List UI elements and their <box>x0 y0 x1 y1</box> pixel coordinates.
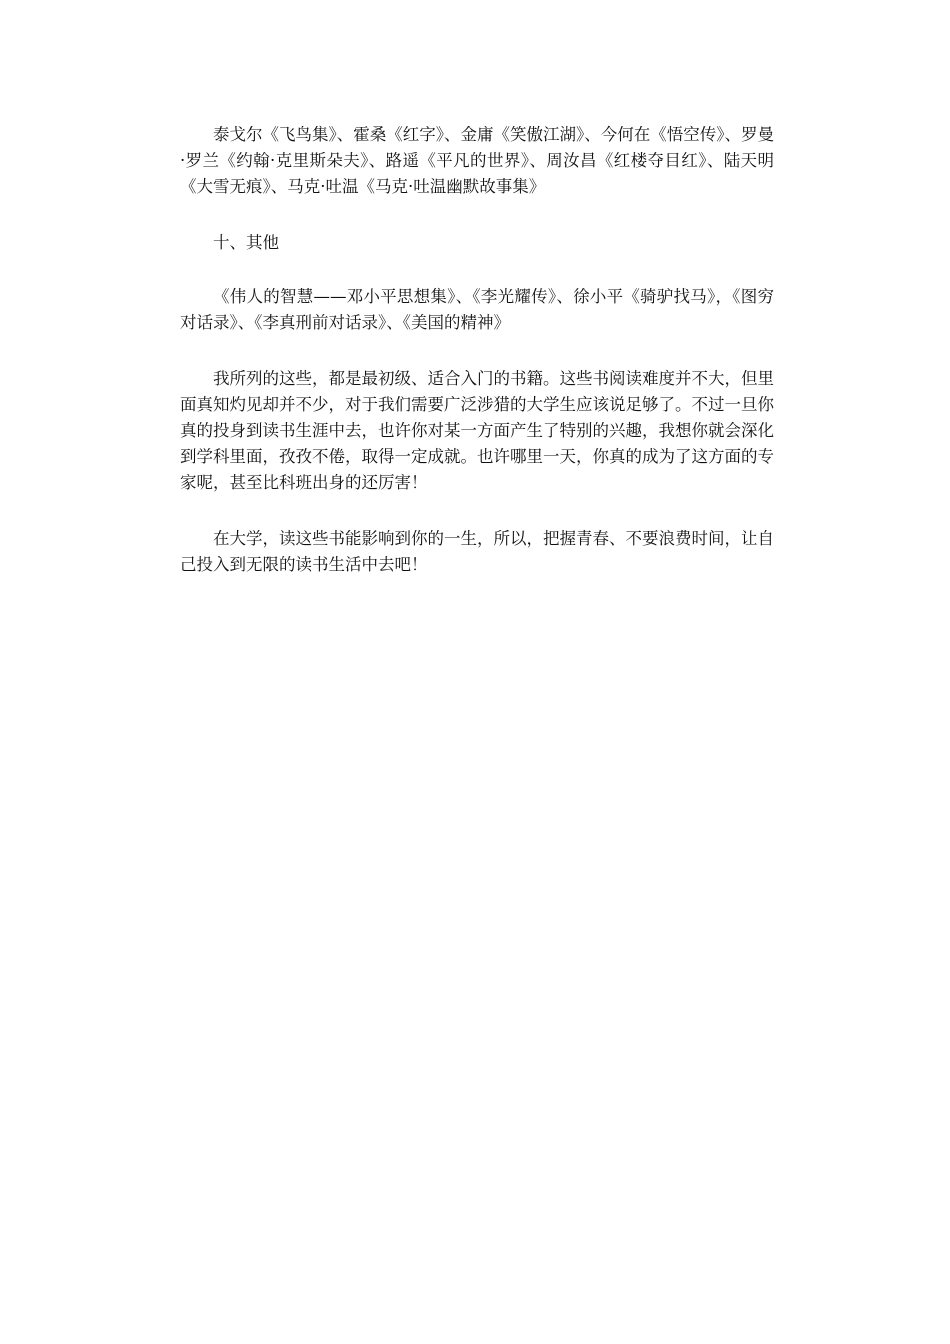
paragraph-conclusion: 在大学，读这些书能影响到你的一生，所以，把握青春、不要浪费时间，让自己投入到无限的读书生活中去吧！ <box>180 529 774 574</box>
document-body <box>180 122 774 608</box>
section-heading-other: 十、其他 <box>213 233 279 252</box>
paragraph-commentary: 我所列的这些，都是最初级、适合入门的书籍。这些书阅读难度并不大，但里面真知灼见却并不少，对于我们需要广泛涉猎的大学生应该说足够了。不过一旦你真的投身到读书生涯中去，也许你对某一方面产生了特别的兴趣，我想你就会深化到学科里面，孜孜不倦，取得一定成就。也许哪里一天，你真的成为了这方面的专家呢，甚至比科班出身的还厉害！ <box>180 369 774 492</box>
paragraph-book-list-literature: 泰戈尔《飞鸟集》、霍桑《红字》、金庸《笑傲江湖》、今何在《悟空传》、罗曼·罗兰《约翰·克里斯朵夫》、路遥《平凡的世界》、周汝昌《红楼夺目红》、陆天明《大雪无痕》、马克·吐温《马克·吐温幽默故事集》 <box>180 125 774 196</box>
paragraph-book-list-other: 《伟人的智慧——邓小平思想集》、《李光耀传》、徐小平《骑驴找马》，《图穷对话录》、《李真刑前对话录》、《美国的精神》 <box>180 287 774 332</box>
